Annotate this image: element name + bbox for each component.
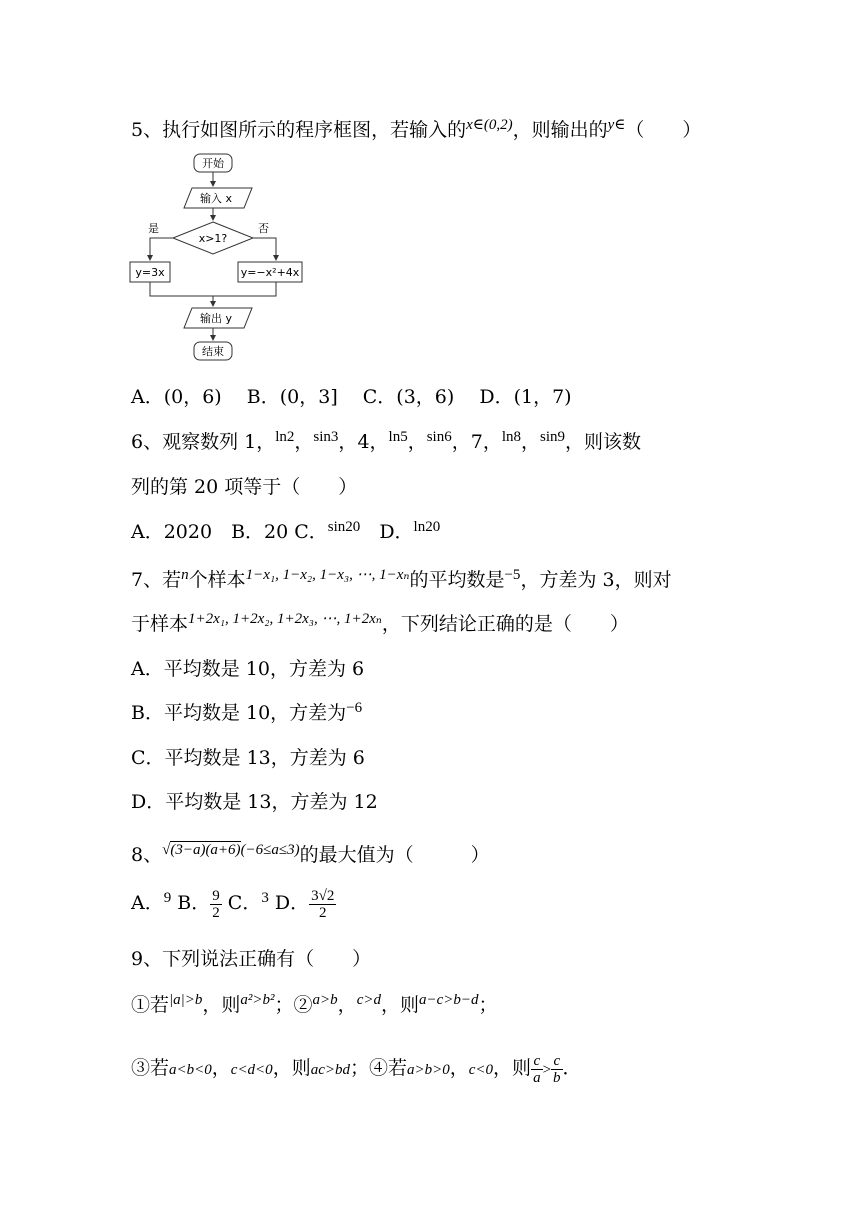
option-text: B．平均数是 10，方差为 xyxy=(131,702,347,724)
math-term: 1+2x₁, 1+2x₂, 1+2x₃, ⋯, 1+2xₙ xyxy=(188,611,382,627)
stem-text: ；④若 xyxy=(349,1057,407,1079)
stem-text: ，则 xyxy=(202,994,241,1016)
answer-paren: （ ） xyxy=(625,119,702,141)
q9-title: 9、下列说法正确有（ ） xyxy=(131,948,372,970)
option-text: D． xyxy=(360,521,414,543)
denominator: 2 xyxy=(212,904,220,921)
stem-text: ；② xyxy=(274,994,313,1016)
question-number: 8、 xyxy=(131,844,163,866)
stem-text: ，则该数 xyxy=(565,431,642,453)
sqrt-expression xyxy=(162,842,240,858)
radicand: (3−a)(a+6) xyxy=(170,842,241,858)
stem-text: 的最大值为（ ） xyxy=(299,844,490,866)
math-term: c<0 xyxy=(468,1062,494,1078)
stem-text: ，则 xyxy=(272,1057,311,1079)
q8-stem xyxy=(131,842,490,870)
math-term: sin9 xyxy=(540,429,566,445)
math-term: −5 xyxy=(504,567,521,583)
math-term: sin3 xyxy=(313,429,339,445)
q5-options: A．(0，6) B．(0，3] C．(3，6) D．(1，7) xyxy=(131,386,572,408)
math-term: a²>b² xyxy=(240,992,275,1008)
flow-yes-label: 是 xyxy=(148,222,159,235)
domain-condition: (−6≤a≤3) xyxy=(240,842,300,858)
option-value: 9 xyxy=(163,890,172,906)
sqrt-sign: √ xyxy=(162,842,171,858)
math-term: c<d<0 xyxy=(230,1062,273,1078)
stem-text: 于样本 xyxy=(131,613,189,635)
math-term: 1−x₁, 1−x₂, 1−x₃, ⋯, 1−xₙ xyxy=(245,567,410,583)
q8-options xyxy=(131,882,336,924)
denominator: 2 xyxy=(318,904,327,921)
math-term: |a|>b xyxy=(169,992,203,1008)
math-term: −6 xyxy=(346,700,363,716)
math-term: ac>bd xyxy=(310,1062,350,1078)
stem-text: ，则 xyxy=(380,994,419,1016)
flow-no-label: 否 xyxy=(258,222,269,235)
numerator: 3√2 xyxy=(311,887,335,904)
stem-text: ． xyxy=(562,1057,582,1079)
flow-decision-label: x>1? xyxy=(198,232,228,245)
fraction xyxy=(309,888,336,921)
option-text: A．2020 B．20 C． xyxy=(131,521,328,543)
option-label: B． xyxy=(177,892,211,914)
q7-stem-line1 xyxy=(131,567,672,595)
option-value: 3 xyxy=(261,890,269,906)
stem-text: 7、若 xyxy=(131,569,182,591)
q7-option-a: A．平均数是 10，方差为 6 xyxy=(131,658,365,680)
q7-option-d: D．平均数是 13，方差为 12 xyxy=(131,791,378,813)
q7-option-b xyxy=(131,700,362,728)
math-term: sin6 xyxy=(426,429,452,445)
math-term: ln5 xyxy=(388,429,408,445)
fraction xyxy=(531,1053,543,1086)
stem-text: 4， xyxy=(357,431,389,453)
stem-text: ，则 xyxy=(493,1057,532,1079)
flow-input-label: 输入 x xyxy=(199,192,233,205)
fraction xyxy=(551,1053,563,1086)
output-condition: y∈ xyxy=(607,117,626,133)
question-number: 5、 xyxy=(131,119,163,141)
stem-text: ，方差为 3，则对 xyxy=(520,569,672,591)
option-label: A． xyxy=(131,892,164,914)
stem-text: ，则输出的 xyxy=(512,119,608,141)
q6-options xyxy=(131,519,440,547)
numerator: c xyxy=(531,1053,543,1070)
input-condition: x∈(0,2) xyxy=(466,117,513,133)
flow-start-label: 开始 xyxy=(202,157,224,170)
q7-option-c: C．平均数是 13，方差为 6 xyxy=(131,747,365,769)
option-label: C． xyxy=(227,892,262,914)
denominator: b xyxy=(553,1069,561,1086)
stem-text: 6、观察数列 1， xyxy=(131,431,276,453)
flowchart xyxy=(128,152,308,368)
stem-text: ； xyxy=(478,994,498,1016)
flow-output-label: 输出 y xyxy=(199,312,233,325)
stem-text: ③若 xyxy=(131,1057,170,1079)
q5-stem xyxy=(131,117,701,145)
numerator: 9 xyxy=(212,887,220,904)
math-term: ln8 xyxy=(501,429,522,445)
numerator: c xyxy=(551,1053,563,1070)
stem-text: 执行如图所示的程序框图，若输入的 xyxy=(162,119,467,141)
option-label: D． xyxy=(274,892,310,914)
math-term: a<b<0 xyxy=(169,1062,212,1078)
math-term: c>d xyxy=(356,992,381,1008)
q9-statements-2: ③若a<b<0，c<d<0，则ac>bd；④若a>b>0，c<0，则 $\frac{c}{a}$ > $\frac{c}{b}$ ． xyxy=(131,1052,582,1086)
math-term: a−c>b−d xyxy=(418,992,479,1008)
math-term: n xyxy=(181,567,189,583)
denominator: a xyxy=(533,1069,541,1086)
stem-text: ①若 xyxy=(131,994,170,1016)
math-term: a>b>0 xyxy=(407,1062,450,1078)
stem-text: 7， xyxy=(470,431,502,453)
q6-stem-line2: 列的第 20 项等于（ ） xyxy=(131,476,358,498)
flow-left-label: y=3x xyxy=(135,266,165,279)
q9-statements-1: ①若$^{|a|>b}$，则$^{a^2>b^2}$；②$^{a>b}$，$^{c>d}$，则$^{a-c>b-d}$； xyxy=(131,992,498,1016)
fraction xyxy=(210,888,222,921)
math-term: ln20 xyxy=(413,519,441,535)
math-term: ln2 xyxy=(275,429,295,445)
q6-stem-line1: 6、观察数列 1，$^{ln2}$，$^{sin3}$，4，$^{ln5}$，$^{sin6}$，7，$^{ln8}$，$^{sin9}$，则该数 xyxy=(131,429,642,453)
flow-end-label: 结束 xyxy=(202,345,224,358)
q7-stem-line2 xyxy=(131,611,629,639)
math-term: sin20 xyxy=(327,519,361,535)
stem-text: 的平均数是 xyxy=(409,569,505,591)
flow-right-label: y=−x²+4x xyxy=(240,266,300,279)
stem-text: 个样本 xyxy=(188,569,246,591)
math-term: a>b xyxy=(312,992,338,1008)
stem-text: ，下列结论正确的是（ ） xyxy=(381,613,629,635)
